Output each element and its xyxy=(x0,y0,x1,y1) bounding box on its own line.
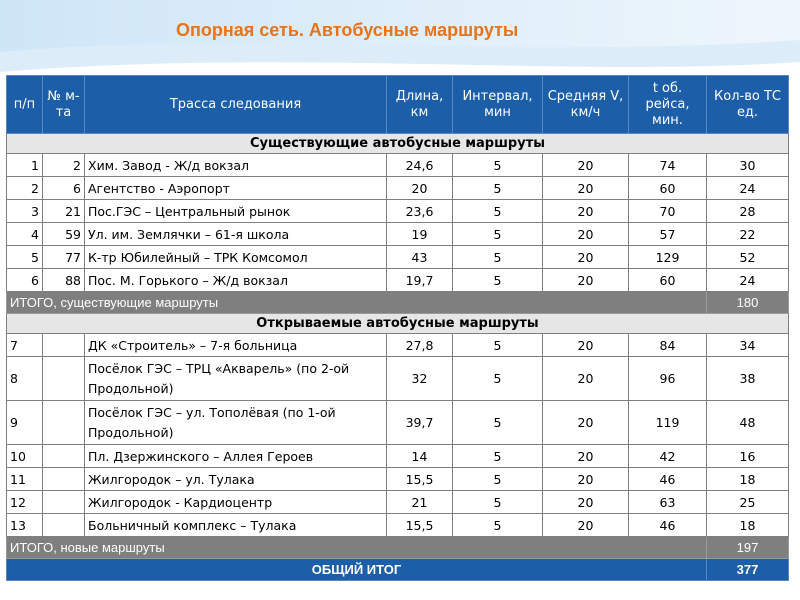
subtotal-value: 180 xyxy=(707,292,789,314)
cell-path: Жилгородок - Кардиоцентр xyxy=(85,491,387,514)
cell-speed: 20 xyxy=(543,154,629,177)
cell-trip: 60 xyxy=(629,269,707,292)
cell-route xyxy=(43,468,85,491)
cell-trip: 42 xyxy=(629,445,707,468)
table-row xyxy=(7,468,789,491)
header-row xyxy=(7,76,789,134)
cell-route: 2 xyxy=(43,154,85,177)
cell-route xyxy=(43,445,85,468)
cell-route xyxy=(43,357,85,401)
header-num: п/п xyxy=(7,76,43,134)
cell-vehicles: 24 xyxy=(707,177,789,200)
section-title: Открываемые автобусные маршруты xyxy=(7,314,789,334)
cell-num: 8 xyxy=(7,357,43,401)
routes-table xyxy=(6,75,789,581)
table-row xyxy=(7,269,789,292)
table-row xyxy=(7,154,789,177)
header-trip-time: t об. рейса, мин. xyxy=(629,76,707,134)
cell-length: 32 xyxy=(387,357,453,401)
page-title: Опорная сеть. Автобусные маршруты xyxy=(176,20,519,40)
table-body xyxy=(7,134,789,581)
cell-route xyxy=(43,491,85,514)
cell-length: 20 xyxy=(387,177,453,200)
cell-route xyxy=(43,401,85,445)
table-row xyxy=(7,200,789,223)
cell-route: 21 xyxy=(43,200,85,223)
table-row xyxy=(7,334,789,357)
cell-speed: 20 xyxy=(543,514,629,537)
header-vehicles: Кол-во ТС ед. xyxy=(707,76,789,134)
cell-vehicles: 18 xyxy=(707,468,789,491)
table-row xyxy=(7,445,789,468)
cell-length: 39,7 xyxy=(387,401,453,445)
cell-path: ДК «Строитель» – 7-я больница xyxy=(85,334,387,357)
cell-trip: 84 xyxy=(629,334,707,357)
cell-vehicles: 25 xyxy=(707,491,789,514)
cell-trip: 70 xyxy=(629,200,707,223)
cell-trip: 63 xyxy=(629,491,707,514)
cell-length: 15,5 xyxy=(387,468,453,491)
cell-path: Агентство - Аэропорт xyxy=(85,177,387,200)
cell-trip: 60 xyxy=(629,177,707,200)
cell-interval: 5 xyxy=(453,269,543,292)
cell-vehicles: 38 xyxy=(707,357,789,401)
cell-speed: 20 xyxy=(543,401,629,445)
cell-length: 19 xyxy=(387,223,453,246)
cell-num: 10 xyxy=(7,445,43,468)
cell-path: Посёлок ГЭС – ТРЦ «Акварель» (по 2-ой Продольной) xyxy=(85,357,387,401)
cell-speed: 20 xyxy=(543,357,629,401)
cell-path: Хим. Завод - Ж/д вокзал xyxy=(85,154,387,177)
cell-vehicles: 52 xyxy=(707,246,789,269)
routes-table-wrap xyxy=(6,75,788,581)
cell-speed: 20 xyxy=(543,491,629,514)
cell-interval: 5 xyxy=(453,514,543,537)
cell-interval: 5 xyxy=(453,445,543,468)
cell-route: 88 xyxy=(43,269,85,292)
cell-interval: 5 xyxy=(453,357,543,401)
cell-trip: 119 xyxy=(629,401,707,445)
header-length: Длина, км xyxy=(387,76,453,134)
cell-path: Пл. Дзержинского – Аллея Героев xyxy=(85,445,387,468)
cell-length: 27,8 xyxy=(387,334,453,357)
cell-path: К-тр Юбилейный – ТРК Комсомол xyxy=(85,246,387,269)
cell-num: 6 xyxy=(7,269,43,292)
cell-speed: 20 xyxy=(543,246,629,269)
cell-num: 3 xyxy=(7,200,43,223)
cell-vehicles: 16 xyxy=(707,445,789,468)
cell-vehicles: 30 xyxy=(707,154,789,177)
cell-num: 13 xyxy=(7,514,43,537)
cell-vehicles: 22 xyxy=(707,223,789,246)
grand-total-label: ОБЩИЙ ИТОГ xyxy=(7,559,707,581)
cell-path: Пос.ГЭС – Центральный рынок xyxy=(85,200,387,223)
cell-path: Ул. им. Землячки – 61-я школа xyxy=(85,223,387,246)
cell-route: 6 xyxy=(43,177,85,200)
cell-vehicles: 24 xyxy=(707,269,789,292)
table-row xyxy=(7,357,789,401)
cell-speed: 20 xyxy=(543,200,629,223)
cell-trip: 46 xyxy=(629,468,707,491)
table-row xyxy=(7,401,789,445)
cell-vehicles: 34 xyxy=(707,334,789,357)
header-speed: Средняя V, км/ч xyxy=(543,76,629,134)
cell-length: 23,6 xyxy=(387,200,453,223)
cell-num: 4 xyxy=(7,223,43,246)
subtotal-label: ИТОГО, новые маршруты xyxy=(7,537,707,559)
subtotal-label: ИТОГО, существующие маршруты xyxy=(7,292,707,314)
header-interval: Интервал, мин xyxy=(453,76,543,134)
cell-trip: 96 xyxy=(629,357,707,401)
cell-num: 11 xyxy=(7,468,43,491)
table-row xyxy=(7,491,789,514)
cell-route xyxy=(43,514,85,537)
cell-route: 59 xyxy=(43,223,85,246)
section-existing xyxy=(7,134,789,154)
cell-trip: 57 xyxy=(629,223,707,246)
cell-path: Пос. М. Горького – Ж/д вокзал xyxy=(85,269,387,292)
cell-interval: 5 xyxy=(453,334,543,357)
grand-total-row xyxy=(7,559,789,581)
cell-path: Посёлок ГЭС – ул. Тополёвая (по 1-ой Продольной) xyxy=(85,401,387,445)
table-row xyxy=(7,514,789,537)
subtotal-existing xyxy=(7,292,789,314)
cell-speed: 20 xyxy=(543,468,629,491)
cell-trip: 129 xyxy=(629,246,707,269)
cell-speed: 20 xyxy=(543,223,629,246)
cell-length: 19,7 xyxy=(387,269,453,292)
table-row xyxy=(7,177,789,200)
cell-interval: 5 xyxy=(453,223,543,246)
table-row xyxy=(7,223,789,246)
subtotal-new xyxy=(7,537,789,559)
cell-num: 2 xyxy=(7,177,43,200)
cell-length: 43 xyxy=(387,246,453,269)
cell-num: 5 xyxy=(7,246,43,269)
cell-trip: 46 xyxy=(629,514,707,537)
cell-route: 77 xyxy=(43,246,85,269)
cell-interval: 5 xyxy=(453,154,543,177)
cell-speed: 20 xyxy=(543,177,629,200)
cell-num: 12 xyxy=(7,491,43,514)
cell-vehicles: 18 xyxy=(707,514,789,537)
cell-speed: 20 xyxy=(543,269,629,292)
section-new xyxy=(7,314,789,334)
cell-vehicles: 28 xyxy=(707,200,789,223)
cell-interval: 5 xyxy=(453,401,543,445)
grand-total-value: 377 xyxy=(707,559,789,581)
table-row xyxy=(7,246,789,269)
cell-num: 7 xyxy=(7,334,43,357)
header-path: Трасса следования xyxy=(85,76,387,134)
cell-num: 9 xyxy=(7,401,43,445)
cell-length: 15,5 xyxy=(387,514,453,537)
cell-route xyxy=(43,334,85,357)
section-title: Существующие автобусные маршруты xyxy=(7,134,789,154)
subtotal-value: 197 xyxy=(707,537,789,559)
cell-interval: 5 xyxy=(453,177,543,200)
cell-trip: 74 xyxy=(629,154,707,177)
cell-path: Жилгородок – ул. Тулака xyxy=(85,468,387,491)
cell-length: 14 xyxy=(387,445,453,468)
cell-length: 21 xyxy=(387,491,453,514)
cell-interval: 5 xyxy=(453,200,543,223)
cell-length: 24,6 xyxy=(387,154,453,177)
cell-interval: 5 xyxy=(453,246,543,269)
header-route: № м-та xyxy=(43,76,85,134)
cell-path: Больничный комплекс – Тулака xyxy=(85,514,387,537)
cell-vehicles: 48 xyxy=(707,401,789,445)
cell-speed: 20 xyxy=(543,445,629,468)
cell-interval: 5 xyxy=(453,491,543,514)
cell-speed: 20 xyxy=(543,334,629,357)
cell-interval: 5 xyxy=(453,468,543,491)
cell-num: 1 xyxy=(7,154,43,177)
